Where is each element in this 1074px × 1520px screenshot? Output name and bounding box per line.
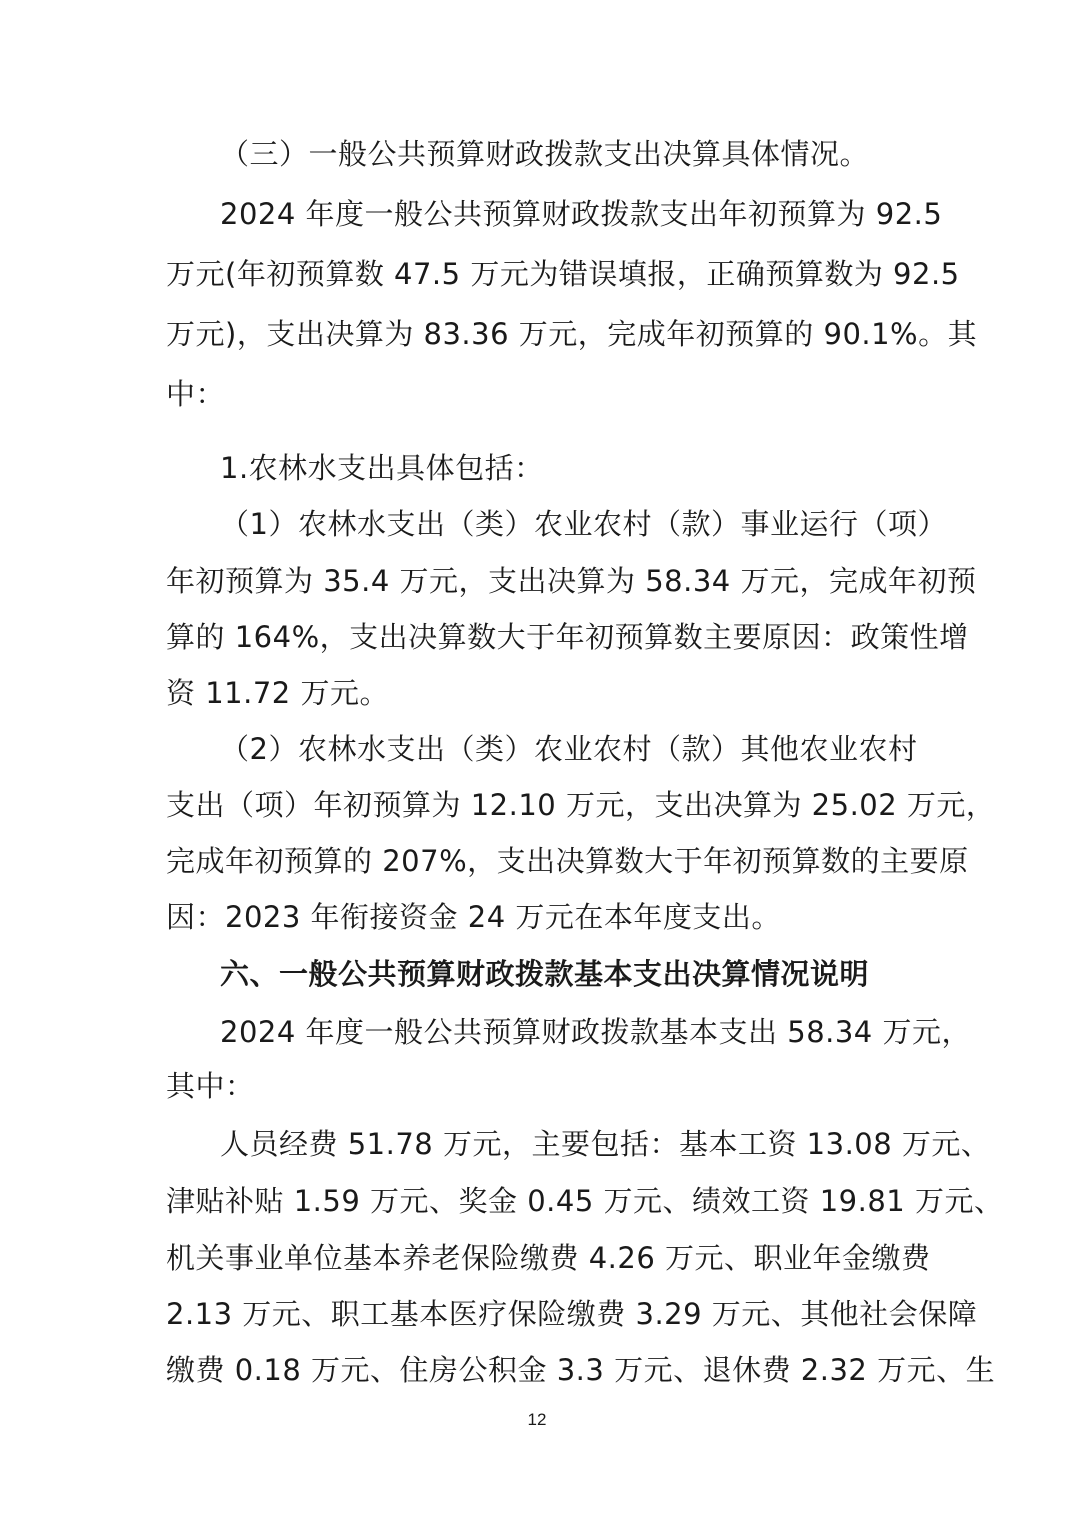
paragraph-line: 2024 年度一般公共预算财政拨款支出年初预算为 92.5 [220,197,943,231]
paragraph-line: 机关事业单位基本养老保险缴费 4.26 万元、职业年金缴费 [166,1241,931,1275]
paragraph-line: 完成年初预算的 207%，支出决算数大于年初预算数的主要原 [166,844,969,878]
section-heading-6: 六、一般公共预算财政拨款基本支出决算情况说明 [220,957,870,991]
paragraph-line: （1）农林水支出（类）农业农村（款）事业运行（项） [220,507,947,541]
paragraph-line: 万元)，支出决算为 83.36 万元，完成年初预算的 90.1%。其 [166,317,978,351]
paragraph-line: 津贴补贴 1.59 万元、奖金 0.45 万元、绩效工资 19.81 万元、 [166,1184,1004,1218]
paragraph-line: 因：2023 年衔接资金 24 万元在本年度支出。 [166,900,781,934]
paragraph-line: 支出（项）年初预算为 12.10 万元，支出决算为 25.02 万元， [166,788,996,822]
page-number: 12 [527,1410,547,1429]
section-heading-3: （三）一般公共预算财政拨款支出决算具体情况。 [220,137,870,171]
paragraph-line: 2.13 万元、职工基本医疗保险缴费 3.29 万元、其他社会保障 [166,1297,978,1331]
paragraph-line: 2024 年度一般公共预算财政拨款基本支出 58.34 万元， [220,1015,971,1049]
paragraph-line: 资 11.72 万元。 [166,676,389,710]
paragraph-line: 缴费 0.18 万元、住房公积金 3.3 万元、退休费 2.32 万元、生 [166,1353,996,1387]
paragraph-line: 人员经费 51.78 万元，主要包括：基本工资 13.08 万元、 [220,1127,991,1161]
paragraph-line: （2）农林水支出（类）农业农村（款）其他农业农村 [220,732,918,766]
paragraph-line: 其中： [166,1069,255,1103]
list-heading: 1.农林水支出具体包括： [220,451,544,485]
paragraph-line: 算的 164%，支出决算数大于年初预算数主要原因：政策性增 [166,620,969,654]
paragraph-line: 中： [166,377,226,411]
paragraph-line: 万元(年初预算数 47.5 万元为错误填报，正确预算数为 92.5 [166,257,960,291]
paragraph-line: 年初预算为 35.4 万元，支出决算为 58.34 万元，完成年初预 [166,564,977,598]
